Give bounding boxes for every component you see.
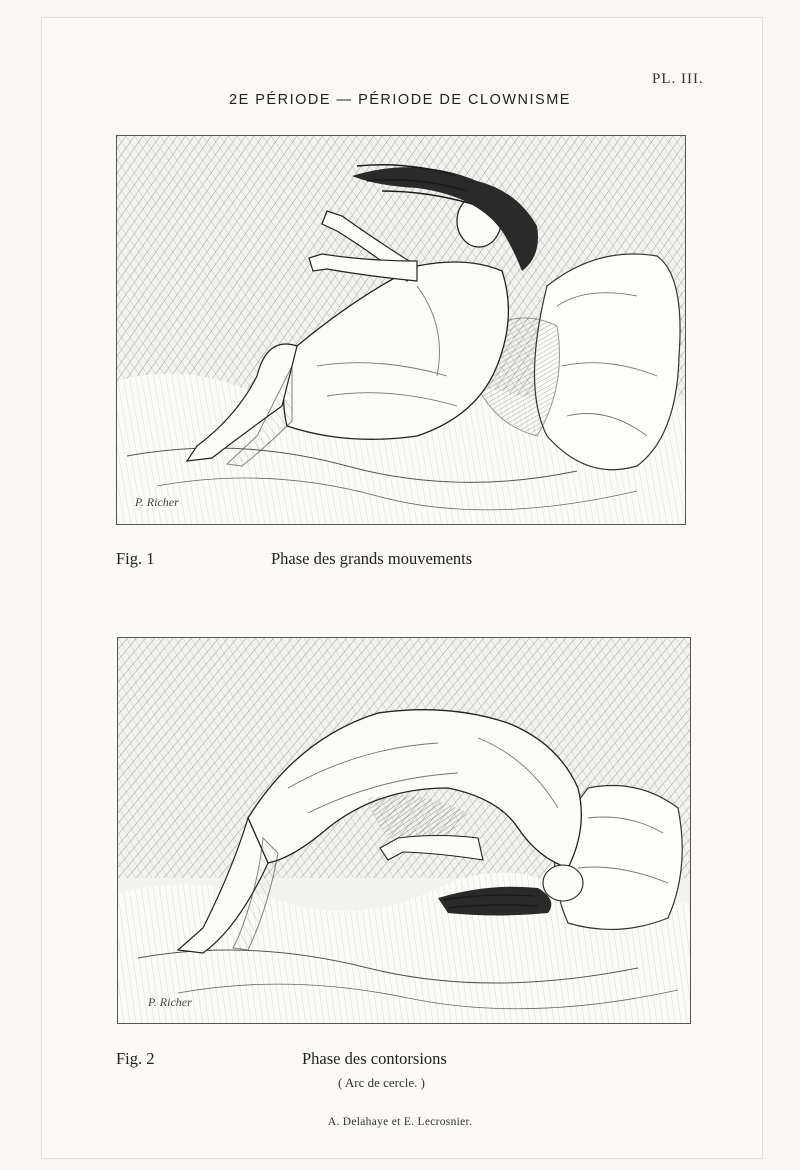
plate-number: PL. III. [652, 71, 704, 87]
figure-2-engraving [117, 637, 691, 1024]
figure-2-label: Fig. 2 [116, 1049, 155, 1068]
figure-2-signature: P. Richer [148, 995, 192, 1009]
figure-1-signature: P. Richer [135, 495, 179, 509]
figure-2-subcaption: ( Arc de cercle. ) [338, 1075, 425, 1090]
publisher-imprint: A. Delahaye et E. Lecrosnier. [327, 1116, 473, 1128]
figure-1-label: Fig. 1 [116, 549, 155, 568]
figure-2-caption: Phase des contorsions [302, 1049, 447, 1068]
figure-2-illustration [118, 638, 690, 1023]
figure-1-illustration [117, 136, 685, 524]
figure-1-engraving [116, 135, 686, 525]
figure-1-caption: Phase des grands mouvements [271, 549, 473, 568]
plate-title: 2E PÉRIODE — PÉRIODE DE CLOWNISME [229, 92, 571, 108]
